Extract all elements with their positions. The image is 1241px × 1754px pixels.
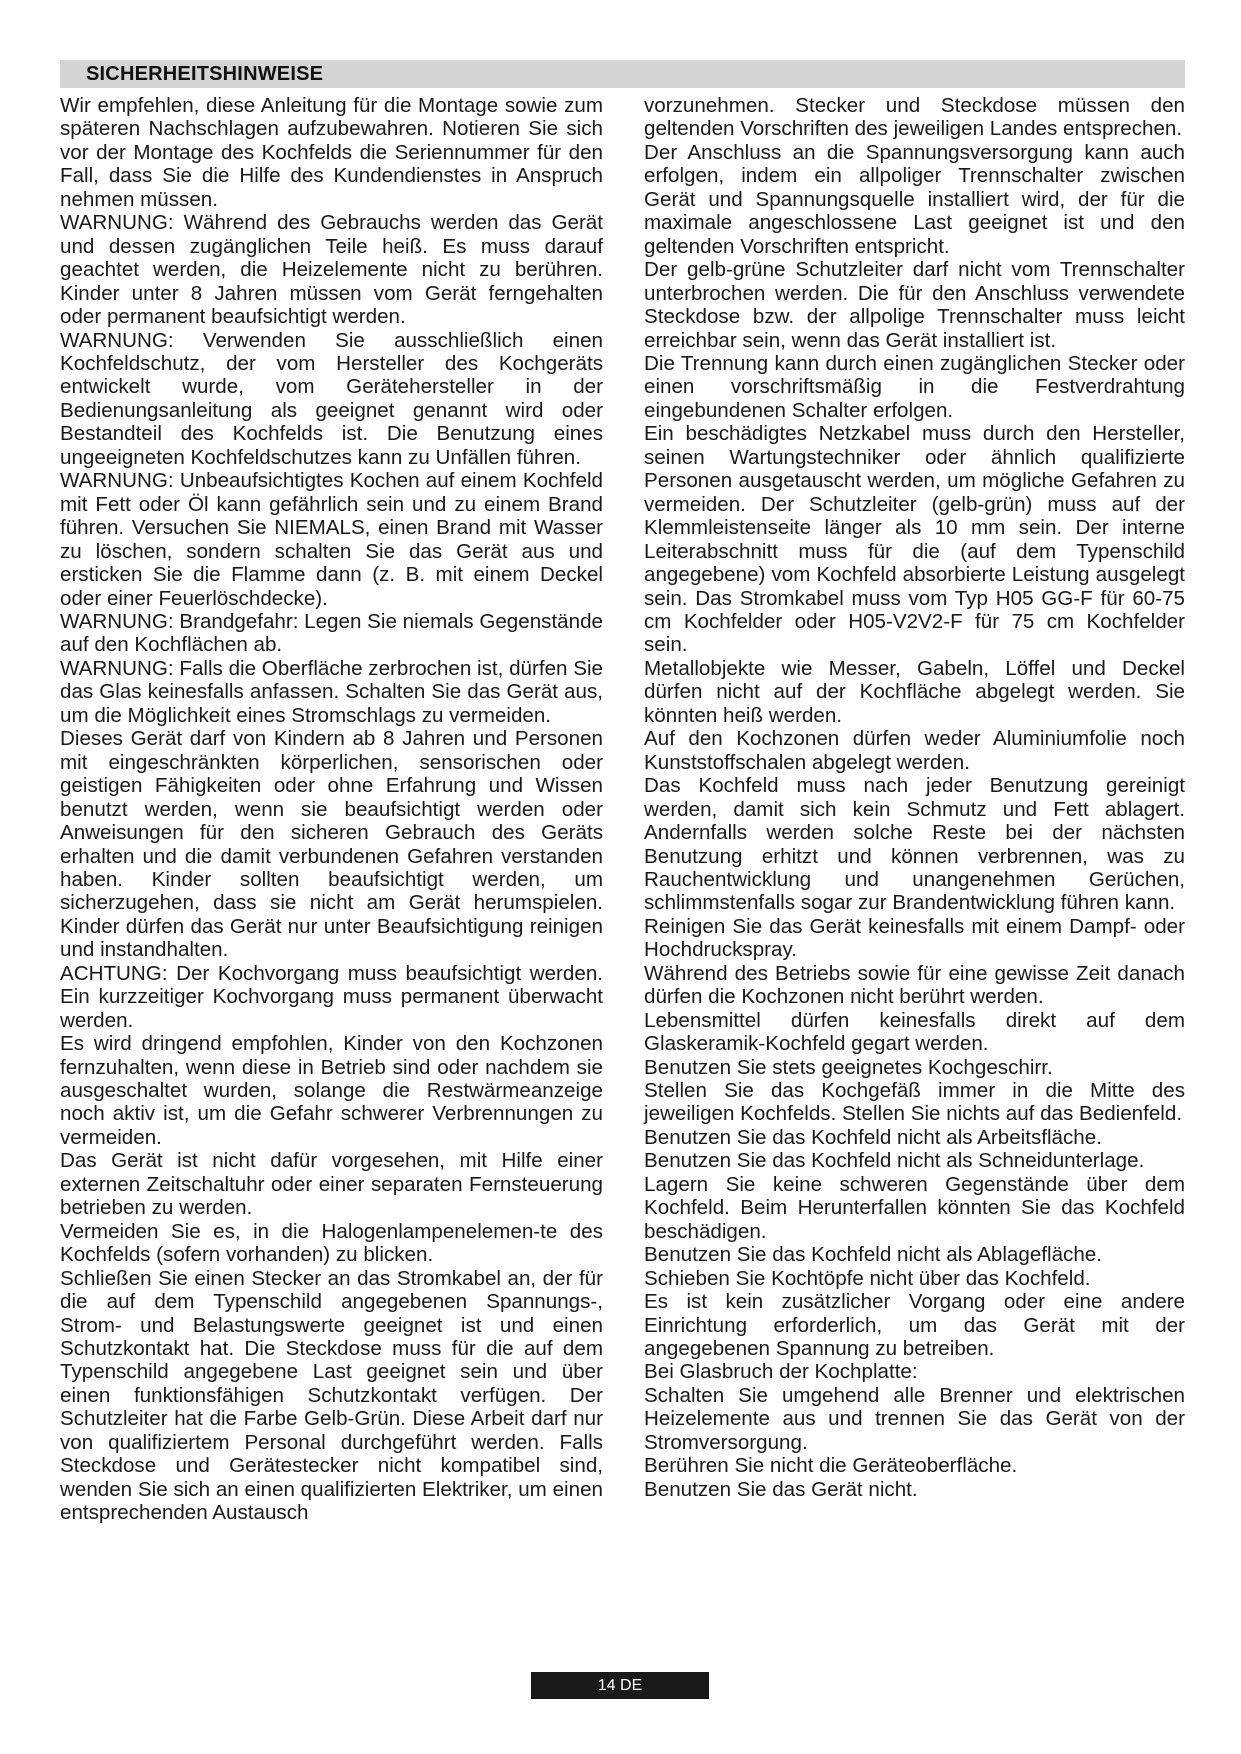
paragraph: Stellen Sie das Kochgefäß immer in die Mitte des jeweiligen Kochfelds. Stellen Sie nichts auf das Bedienfeld. <box>644 1079 1185 1126</box>
paragraph: Schalten Sie umgehend alle Brenner und elektrischen Heizelemente aus und trennen Sie das Gerät von der Stromversorgung. <box>644 1383 1185 1454</box>
paragraph: Benutzen Sie das Kochfeld nicht als Ablagefläche. <box>644 1243 1102 1267</box>
paragraph: vorzunehmen. Stecker und Steckdose müssen den geltenden Vorschriften des jeweiligen Landes entsprechen. <box>644 94 1185 141</box>
paragraph: WARNUNG: Verwenden Sie ausschließlich einen Kochfeldschutz, der vom Hersteller des Kochgeräts entwickelt wurde, vom Gerätehersteller in der Bedienungsanleitung als geeignet genannt wird oder Bestandteil des Kochfelds ist. Die Benutzung eines ungeeigneten Kochfeldschutzes kann zu Unfällen führen. <box>60 328 603 469</box>
paragraph: ACHTUNG: Der Kochvorgang muss beaufsichtigt werden. Ein kurzzeitiger Kochvorgang muss permanent überwacht werden. <box>60 961 603 1032</box>
paragraph: Vermeiden Sie es, in die Halogenlampenelemen-te des Kochfelds (sofern vorhanden) zu blicken. <box>60 1219 603 1267</box>
paragraph: Berühren Sie nicht die Geräteoberfläche. <box>644 1454 1018 1478</box>
paragraph: Das Gerät ist nicht dafür vorgesehen, mit Hilfe einer externen Zeitschaltuhr oder einer separaten Fernsteuerung betrieben zu werden. <box>60 1149 603 1220</box>
paragraph: WARNUNG: Falls die Oberfläche zerbrochen ist, dürfen Sie das Glas keinesfalls anfassen. Schalten Sie das Gerät aus, um die Möglichkeit eines Stromschlags zu vermeiden. <box>60 656 603 727</box>
paragraph: WARNUNG: Brandgefahr: Legen Sie niemals Gegenstände auf den Kochflächen ab. <box>60 609 603 657</box>
paragraph: Bei Glasbruch der Kochplatte: <box>644 1360 918 1384</box>
paragraph: Schließen Sie einen Stecker an das Stromkabel an, der für die auf dem Typenschild angegebenen Spannungs-, Strom- und Belastungswerte geeignet ist und einen Schutzkontakt hat. Die Steckdose muss für die auf dem Typenschild angegebene Last geeignet sein und über einen funktionsfähigen Schutzkontakt verfügen. Der Schutzleiter hat die Farbe Gelb-Grün. Diese Arbeit darf nur von qualifiziertem Personal durchgeführt werden. Falls Steckdose und Gerätestecker nicht kompatibel sind, wenden Sie sich an einen qualifizierten Elektriker, um einen entsprechenden Austausch <box>60 1266 603 1525</box>
paragraph: Es ist kein zusätzlicher Vorgang oder eine andere Einrichtung erforderlich, um das Gerät mit der angegebenen Spannung zu betreiben. <box>644 1290 1185 1361</box>
paragraph: Ein beschädigtes Netzkabel muss durch den Hersteller, seinen Wartungstechniker oder ähnlich qualifizierte Personen ausgetauscht werden, um mögliche Gefahren zu vermeiden. Der Schutzleiter (gelb-grün) muss auf der Klemmleistenseite länger als 10 mm sein. Der interne Leiterabschnitt muss für die (auf dem Typenschild angegebene) vom Kochfeld absorbierte Leistung ausgelegt sein. Das Stromkabel muss vom Typ H05 GG-F für 60-75 cm Kochfelder oder H05-V2V2-F für 75 cm Kochfelder sein. <box>644 422 1185 657</box>
paragraph: Dieses Gerät darf von Kindern ab 8 Jahren und Personen mit eingeschränkten körperlichen, sensorischen oder geistigen Fähigkeiten oder ohne Erfahrung und Wissen benutzt werden, wenn sie beaufsichtigt werden oder Anweisungen für den sicheren Gebrauch des Geräts erhalten und die damit verbundenen Gefahren verstanden haben. Kinder sollten beaufsichtigt werden, um sicherzugehen, dass sie nicht am Gerät herumspielen. Kinder dürfen das Gerät nur unter Beaufsichtigung reinigen und instandhalten. <box>60 727 603 962</box>
paragraph: Lebensmittel dürfen keinesfalls direkt auf dem Glaskeramik-Kochfeld gegart werden. <box>644 1008 1185 1056</box>
section-header-bar <box>60 60 1185 88</box>
paragraph: Benutzen Sie das Gerät nicht. <box>644 1477 918 1501</box>
paragraph: WARNUNG: Unbeaufsichtigtes Kochen auf einem Kochfeld mit Fett oder Öl kann gefährlich sein und zu einem Brand führen. Versuchen Sie NIEMALS, einen Brand mit Wasser zu löschen, sondern schalten Sie das Gerät aus und ersticken Sie die Flamme dann (z. B. mit einem Deckel oder einer Feuerlöschdecke). <box>60 469 603 610</box>
paragraph: Die Trennung kann durch einen zugänglichen Stecker oder einen vorschriftsmäßig in die Festverdrahtung eingebundenen Schalter erfolgen. <box>644 351 1185 422</box>
paragraph: Schieben Sie Kochtöpfe nicht über das Kochfeld. <box>644 1266 1091 1290</box>
paragraph: Wir empfehlen, diese Anleitung für die Montage sowie zum späteren Nachschlagen aufzubewahren. Notieren Sie sich vor der Montage des Kochfelds die Seriennummer für den Fall, dass Sie die Hilfe des Kundendienstes in Anspruch nehmen müssen. <box>60 94 603 211</box>
paragraph: Benutzen Sie stets geeignetes Kochgeschirr. <box>644 1055 1053 1079</box>
right-column <box>644 94 1185 1501</box>
page-number: 14 DE <box>531 1672 709 1699</box>
paragraph: WARNUNG: Während des Gebrauchs werden das Gerät und dessen zugänglichen Teile heiß. Es muss darauf geachtet werden, die Heizelemente nicht zu berühren. Kinder unter 8 Jahren müssen vom Gerät ferngehalten oder permanent beaufsichtigt werden. <box>60 211 603 329</box>
paragraph: Benutzen Sie das Kochfeld nicht als Arbeitsfläche. <box>644 1125 1102 1149</box>
paragraph: Benutzen Sie das Kochfeld nicht als Schneidunterlage. <box>644 1149 1145 1173</box>
paragraph: Der Anschluss an die Spannungsversorgung kann auch erfolgen, indem ein allpoliger Trennschalter zwischen Gerät und Spannungsquelle installiert wird, der für die maximale angeschlossene Last geeignet ist und den geltenden Vorschriften entspricht. <box>644 140 1185 258</box>
paragraph: Metallobjekte wie Messer, Gabeln, Löffel und Deckel dürfen nicht auf der Kochfläche abgelegt werden. Sie könnten heiß werden. <box>644 656 1185 727</box>
paragraph: Reinigen Sie das Gerät keinesfalls mit einem Dampf- oder Hochdruckspray. <box>644 914 1185 962</box>
left-column <box>60 94 603 1525</box>
paragraph: Lagern Sie keine schweren Gegenstände über dem Kochfeld. Beim Herunterfallen könnten Sie das Kochfeld beschädigen. <box>644 1172 1185 1243</box>
paragraph: Es wird dringend empfohlen, Kinder von den Kochzonen fernzuhalten, wenn diese in Betrieb sind oder nachdem sie ausgeschaltet wurden, solange die Restwärmeanzeige noch aktiv ist, um die Gefahr schwerer Verbrennungen zu vermeiden. <box>60 1032 603 1149</box>
paragraph: Auf den Kochzonen dürfen weder Aluminiumfolie noch Kunststoffschalen abgelegt werden. <box>644 727 1185 774</box>
section-title: SICHERHEITSHINWEISE <box>86 63 324 85</box>
paragraph: Der gelb-grüne Schutzleiter darf nicht vom Trennschalter unterbrochen werden. Die für den Anschluss verwendete Steckdose bzw. der allpolige Trennschalter muss leicht erreichbar sein, wenn das Gerät installiert ist. <box>644 258 1185 352</box>
paragraph: Während des Betriebs sowie für eine gewisse Zeit danach dürfen die Kochzonen nicht berührt werden. <box>644 961 1185 1009</box>
paragraph: Das Kochfeld muss nach jeder Benutzung gereinigt werden, damit sich kein Schmutz und Fett ablagert. Andernfalls werden solche Reste bei der nächsten Benutzung erhitzt und können verbrennen, was zu Rauchentwicklung und unangenehmen Gerüchen, schlimmstenfalls sogar zur Brandentwicklung führen kann. <box>644 774 1185 915</box>
